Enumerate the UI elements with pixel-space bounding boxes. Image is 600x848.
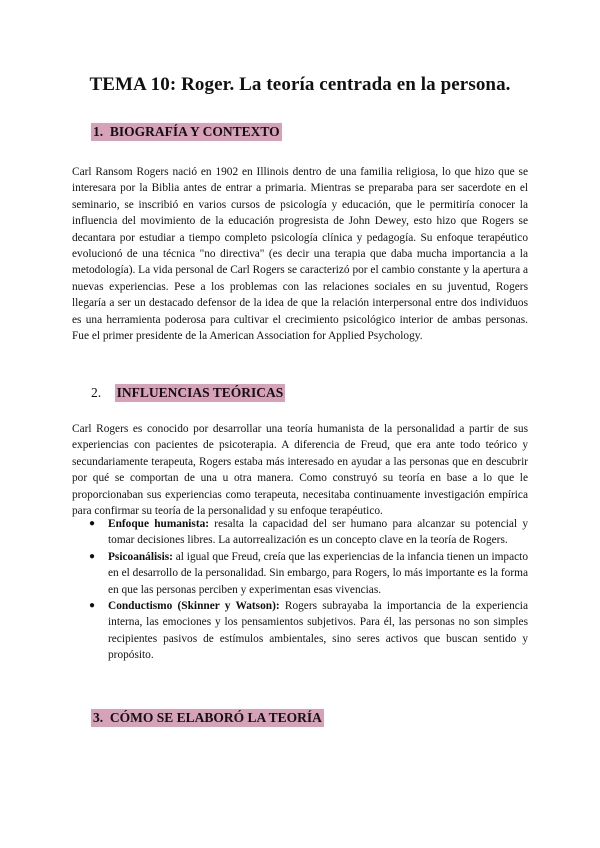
section-heading-elaboracion [91,710,324,726]
bullet-term: Enfoque humanista: [108,518,210,530]
section-number: 3. [93,710,104,725]
bullet-icon: ● [89,600,96,612]
list-item [72,516,528,549]
document-title: TEMA 10: Roger. La teoría centrada en la persona. [89,74,511,95]
influencias-bullet-list [72,516,528,664]
bullet-text: Rogers subrayaba la importancia de la experiencia interna, las emociones y los pensamientos subjetivos. Para él, las personas no son simples recipientes pasivos de estímulos ambientales, sino seres activos que buscan sentido y propósito. [108,600,528,662]
section-heading-influencias [91,385,285,401]
influencias-paragraph: Carl Rogers es conocido por desarrollar una teoría humanista de la personalidad a partir de sus experiencias con pacientes de psicoterapia. A diferencia de Freud, que era ante todo teórico y secundariamente terapeuta, Rogers estaba más interesado en ayudar a las personas que en descubrir por qué se comportan de una u otra manera. Como construyó su teoría en base a lo que le proporcionaban sus experiencias como terapeuta, necesitaba continuamente investigación empírica para confirmar su teoría de la personalidad y su enfoque terapéutico. [72,423,528,518]
bullet-term: Psicoanálisis: [108,550,173,563]
section-title: BIOGRAFÍA Y CONTEXTO [109,124,280,139]
bullet-term: Conductismo (Skinner y Watson): [108,600,280,613]
list-item [72,598,528,664]
list-item [72,549,528,598]
bullet-text: al igual que Freud, creía que las experiencias de la infancia tienen un impacto en el desarrollo de la personalidad. Sin embargo, para Rogers, lo más importante es la forma en que las personas perciben y experimentan esas vivencias. [108,550,528,596]
bullet-icon: ● [89,550,96,562]
bullet-icon: ● [89,518,96,529]
section-title: INFLUENCIAS TEÓRICAS [116,385,284,400]
section-heading-biografia [91,124,282,140]
section-number: 1. [93,124,104,139]
section-number: 2. [91,385,102,400]
heading-highlight [91,123,282,141]
section-title: CÓMO SE ELABORÓ LA TEORÍA [109,710,322,725]
heading-highlight [91,709,324,727]
biografia-paragraph: Carl Ransom Rogers nació en 1902 en Illinois dentro de una familia religiosa, lo que hizo que se interesara por la Biblia antes de entrar a primaria. Mientras se preparaba para ser sacerdote en el seminario, se inscribió en varios cursos de psicología y educación, que le permitiría conocer la influencia del movimiento de la educación progresista de John Dewey, esto hizo que Rogers se decantara por estudiar a tiempo completo psicología clínica y pedagogía. Su enfoque terapéutico evolucionó de una técnica "no directiva" (es decir una terapia que daba mucha importancia a la metodología). La vida personal de Carl Rogers se caracterizó por el cambio constante y la apertura a nuevas experiencias. Pese a los problemas con las relaciones sociales en su juventud, Rogers llegaría a ser un destacado defensor de la idea de que la relación interpersonal entre dos individuos es una herramienta poderosa para cultivar el crecimiento psicológico interior de ambas personas. Fue el primer presidente de la American Association for Applied Psychology. [72,166,528,343]
bullet-text: resalta la capacidad del ser humano para alcanzar su potencial y tomar decisiones libres. La autorrealización es un concepto clave en la teoría de Rogers. [108,518,529,547]
